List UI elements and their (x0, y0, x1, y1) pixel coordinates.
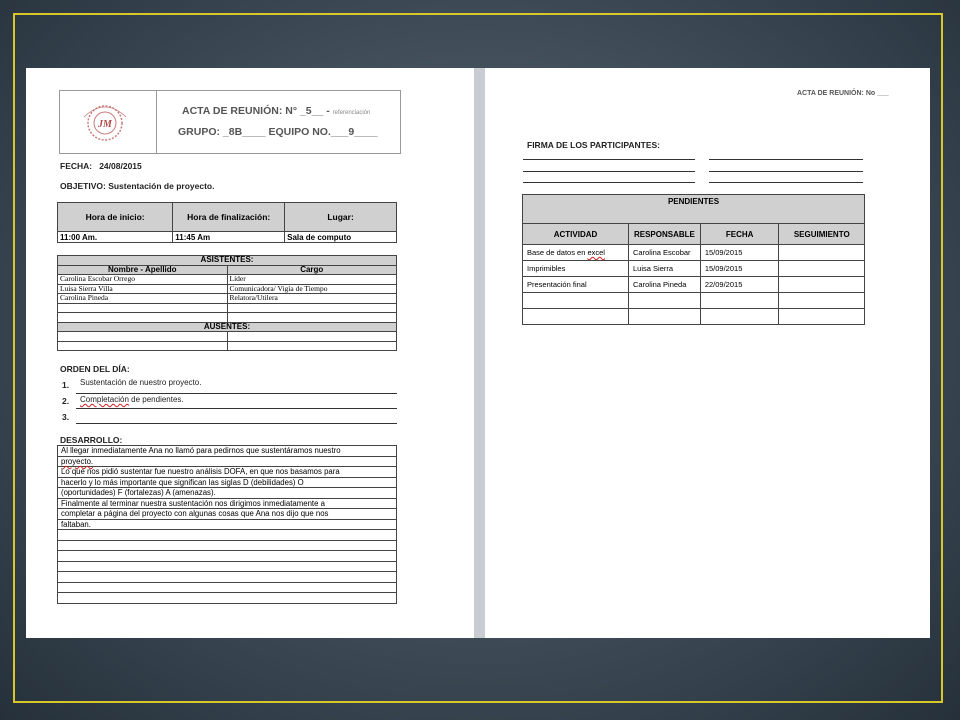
table-row (58, 284, 397, 294)
ausente-nombre (58, 341, 228, 351)
table-row (58, 467, 397, 478)
grupo-line: GRUPO: _8B____ EQUIPO NO.___9____ (178, 126, 378, 138)
table-row (58, 341, 397, 351)
asistente-nombre (58, 313, 228, 323)
desarrollo-title: DESARROLLO: (60, 435, 123, 445)
nombre-header: Nombre - Apellido (58, 265, 228, 275)
ausente-nombre (58, 332, 228, 342)
actividad-cell: Presentación final (523, 277, 629, 293)
asistente-cargo (227, 313, 397, 323)
desarrollo-table (57, 445, 397, 604)
pendientes-table (522, 194, 865, 325)
fecha-cell: 15/09/2015 (700, 245, 779, 261)
desarrollo-line (58, 551, 397, 562)
fecha-row (60, 161, 142, 171)
orden-num-1: 1. (62, 380, 70, 390)
desarrollo-line (58, 561, 397, 572)
table-row (58, 561, 397, 572)
actividad-cell: Base de datos en excel (523, 245, 629, 261)
desarrollo-line (58, 572, 397, 583)
seguimiento-cell (779, 293, 865, 309)
hora-fin-value: 11:45 Am (173, 232, 285, 243)
table-row (58, 275, 397, 285)
desarrollo-line: hacerlo y lo más importante que significan las siglas D (debilidades) O (58, 477, 397, 488)
asistente-nombre: Luisa Sierra Villa (58, 284, 228, 294)
objetivo-label: OBJETIVO: (60, 181, 106, 191)
table-row (58, 593, 397, 604)
asistente-cargo: Líder (227, 275, 397, 285)
table-row (58, 294, 397, 304)
responsable-header: RESPONSABLE (629, 224, 701, 245)
school-logo-icon (74, 97, 136, 147)
desarrollo-line (58, 593, 397, 604)
signature-line (709, 159, 863, 160)
fecha-label: FECHA: (60, 161, 93, 171)
asistentes-title: ASISTENTES: (58, 256, 397, 266)
table-row (58, 332, 397, 342)
table-row (58, 303, 397, 313)
time-table (57, 202, 397, 243)
seguimiento-cell (779, 245, 865, 261)
pendientes-title: PENDIENTES (523, 195, 865, 224)
cargo-header: Cargo (227, 265, 397, 275)
agenda-line (76, 393, 397, 394)
desarrollo-line: proyecto. (58, 456, 397, 467)
signature-line (709, 182, 863, 183)
orden-num-2: 2. (62, 396, 70, 406)
fecha-cell (700, 309, 779, 325)
ausente-cargo (227, 341, 397, 351)
hora-inicio-value: 11:00 Am. (58, 232, 173, 243)
desarrollo-line (58, 530, 397, 541)
responsable-cell: Luisa Sierra (629, 261, 701, 277)
desarrollo-line: Finalmente al terminar nuestra sustentación nos dirigimos inmediatamente a (58, 498, 397, 509)
actividad-header: ACTIVIDAD (523, 224, 629, 245)
fecha-cell (700, 293, 779, 309)
signature-line (523, 171, 695, 172)
fecha-value: 24/08/2015 (99, 161, 142, 171)
hora-inicio-header: Hora de inicio: (58, 203, 173, 232)
table-row (58, 477, 397, 488)
ausente-cargo (227, 332, 397, 342)
desarrollo-line: Al llegar inmediatamente Ana no llamó para pedirnos que sustentáramos nuestro (58, 446, 397, 457)
asistentes-table (57, 255, 397, 351)
header-separator (156, 91, 157, 153)
table-row (58, 572, 397, 583)
document-page-right (485, 68, 930, 638)
orden-title: ORDEN DEL DÍA: (60, 364, 130, 374)
responsable-cell (629, 309, 701, 325)
signature-line (709, 171, 863, 172)
table-row (58, 551, 397, 562)
table-row (58, 530, 397, 541)
actividad-cell (523, 309, 629, 325)
desarrollo-line: Lo que nos pidió sustentar fue nuestro análisis DOFA, en que nos basamos para (58, 467, 397, 478)
seguimiento-header: SEGUIMIENTO (779, 224, 865, 245)
table-row (58, 456, 397, 467)
actividad-cell (523, 293, 629, 309)
seguimiento-cell (779, 261, 865, 277)
page-divider (474, 68, 485, 638)
ausentes-title: AUSENTES: (58, 322, 397, 332)
fecha-cell: 22/09/2015 (700, 277, 779, 293)
asistente-nombre (58, 303, 228, 313)
responsable-cell: Carolina Pineda (629, 277, 701, 293)
header-box (59, 90, 401, 154)
orden-num-3: 3. (62, 412, 70, 422)
orden-text-2a: Completación (80, 395, 129, 404)
orden-text-1: Sustentación de nuestro proyecto. (80, 378, 202, 387)
table-row (58, 582, 397, 593)
acta-title (182, 105, 370, 117)
table-row (58, 446, 397, 457)
lugar-value: Sala de computo (285, 232, 397, 243)
responsable-cell (629, 293, 701, 309)
acta-no: ACTA DE REUNIÓN: No ___ (797, 90, 889, 97)
fecha-cell: 15/09/2015 (700, 261, 779, 277)
hora-fin-header: Hora de finalización: (173, 203, 285, 232)
seguimiento-cell (779, 277, 865, 293)
asistente-cargo: Relatora/Utilera (227, 294, 397, 304)
table-row (523, 309, 865, 325)
asistente-nombre: Carolina Pineda (58, 294, 228, 304)
desarrollo-line: (oportunidades) F (fortalezas) A (amenazas). (58, 488, 397, 499)
orden-text-2b: de pendientes. (128, 395, 184, 404)
asistente-cargo: Comunicadora/ Vigía de Tiempo (227, 284, 397, 294)
table-row (523, 245, 865, 261)
asistente-nombre: Carolina Escobar Orrego (58, 275, 228, 285)
table-row (523, 293, 865, 309)
acta-title-small: referenciación (332, 110, 371, 116)
responsable-cell: Carolina Escobar (629, 245, 701, 261)
orden-text-2 (80, 395, 184, 404)
actividad-cell: Imprimibles (523, 261, 629, 277)
document-page-left (26, 68, 474, 638)
signature-line (523, 182, 695, 183)
table-row (523, 261, 865, 277)
acta-title-text: ACTA DE REUNIÓN: N° _5__ - (182, 105, 330, 117)
desarrollo-line (58, 540, 397, 551)
fecha-header: FECHA (700, 224, 779, 245)
agenda-line (76, 423, 397, 424)
seguimiento-cell (779, 309, 865, 325)
objetivo-row (60, 181, 214, 191)
lugar-header: Lugar: (285, 203, 397, 232)
signature-line (523, 159, 695, 160)
table-row (58, 509, 397, 520)
desarrollo-line: completar a página del proyecto con algunas cosas que Ana nos dijo que nos (58, 509, 397, 520)
desarrollo-line: faltaban. (58, 519, 397, 530)
table-row (523, 277, 865, 293)
table-row (58, 519, 397, 530)
table-row (58, 498, 397, 509)
logo-lettering: JM (98, 119, 112, 130)
asistente-cargo (227, 303, 397, 313)
firma-title: FIRMA DE LOS PARTICIPANTES: (527, 140, 661, 150)
table-row (58, 540, 397, 551)
desarrollo-line (58, 582, 397, 593)
objetivo-value: Sustentación de proyecto. (108, 181, 215, 191)
table-row (58, 488, 397, 499)
table-row (58, 313, 397, 323)
agenda-line (76, 408, 397, 409)
